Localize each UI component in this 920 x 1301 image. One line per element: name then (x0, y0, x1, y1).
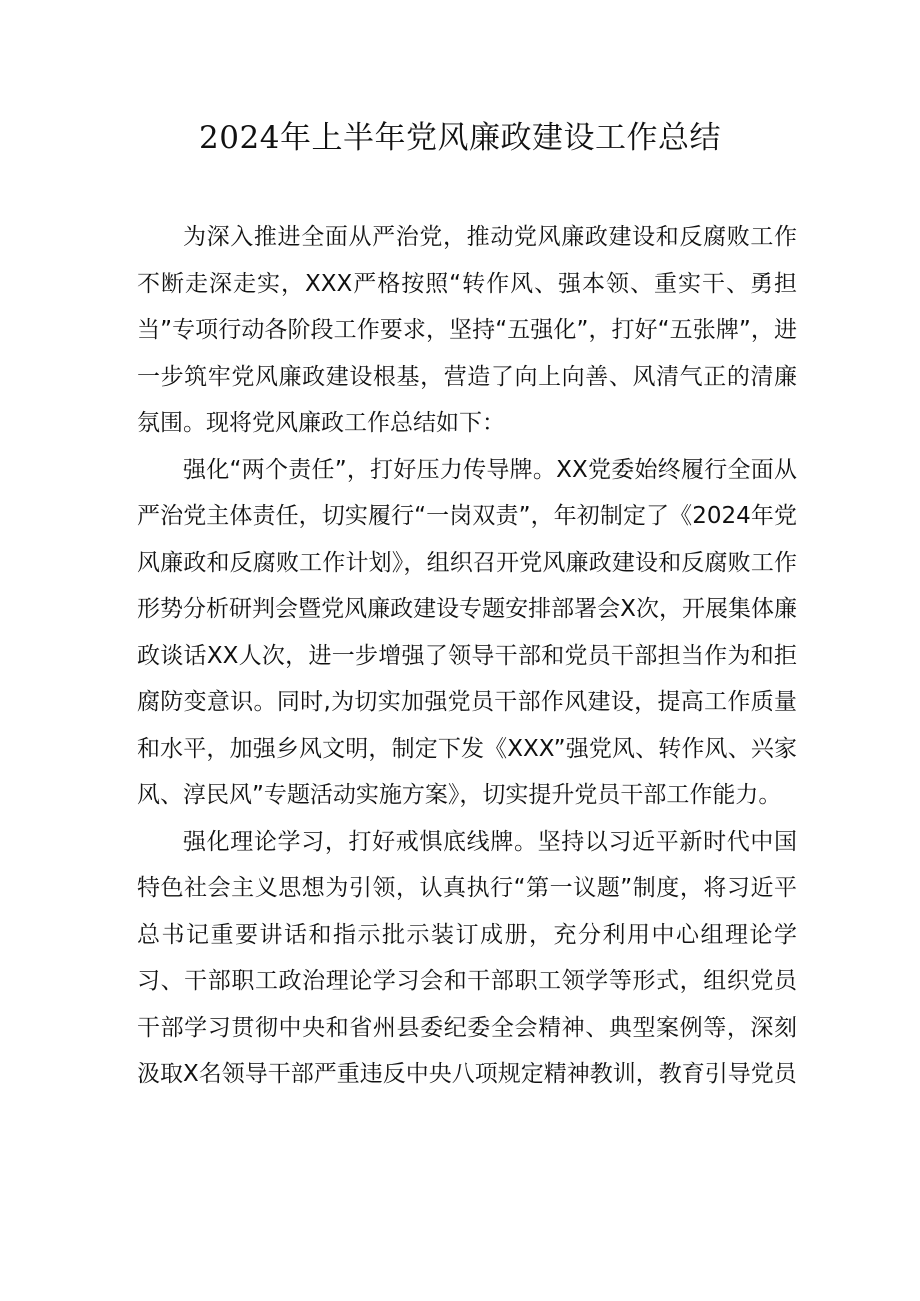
document-body (137, 214, 797, 1098)
document-title: 2024年上半年党风廉政建设工作总结 (199, 120, 721, 156)
paragraph-responsibility: 强化“两个责任”，打好压力传导牌。XX党委始终履行全面从严治党主体责任，切实履行“一岗双责”，年初制定了《2024年党风廉政和反腐败工作计划》，组织召开党风廉政建设和反腐败工作形势分析研判会暨党风廉政建设专题安排部署会X次，开展集体廉政谈话XX人次，进一步增强了领导干部和党员干部担当作为和拒腐防变意识。同时,为切实加强党员干部作风建设，提高工作质量和水平，加强乡风文明，制定下发《XXX”强党风、转作风、兴家风、淳民风”专题活动实施方案》，切实提升党员干部工作能力。 (137, 456, 797, 808)
paragraph-theory-study: 强化理论学习，打好戒惧底线牌。坚持以习近平新时代中国特色社会主义思想为引领，认真执行“第一议题”制度，将习近平总书记重要讲话和指示批示装订成册，充分利用中心组理论学习、干部职工政治理论学习会和干部职工领学等形式，组织党员干部学习贯彻中央和省州县委纪委全会精神、典型案例等，深刻汲取X名领导干部严重违反中央八项规定精神教训，教育引导党员 (137, 828, 797, 1087)
paragraph-intro: 为深入推进全面从严治党，推动党风廉政建设和反腐败工作不断走深走实，XXX严格按照“转作风、强本领、重实干、勇担当”专项行动各阶段工作要求，坚持“五强化”，打好“五张牌”，进一步筑牢党风廉政建设根基，营造了向上向善、风清气正的清廉氛围。现将党风廉政工作总结如下： (137, 224, 797, 436)
